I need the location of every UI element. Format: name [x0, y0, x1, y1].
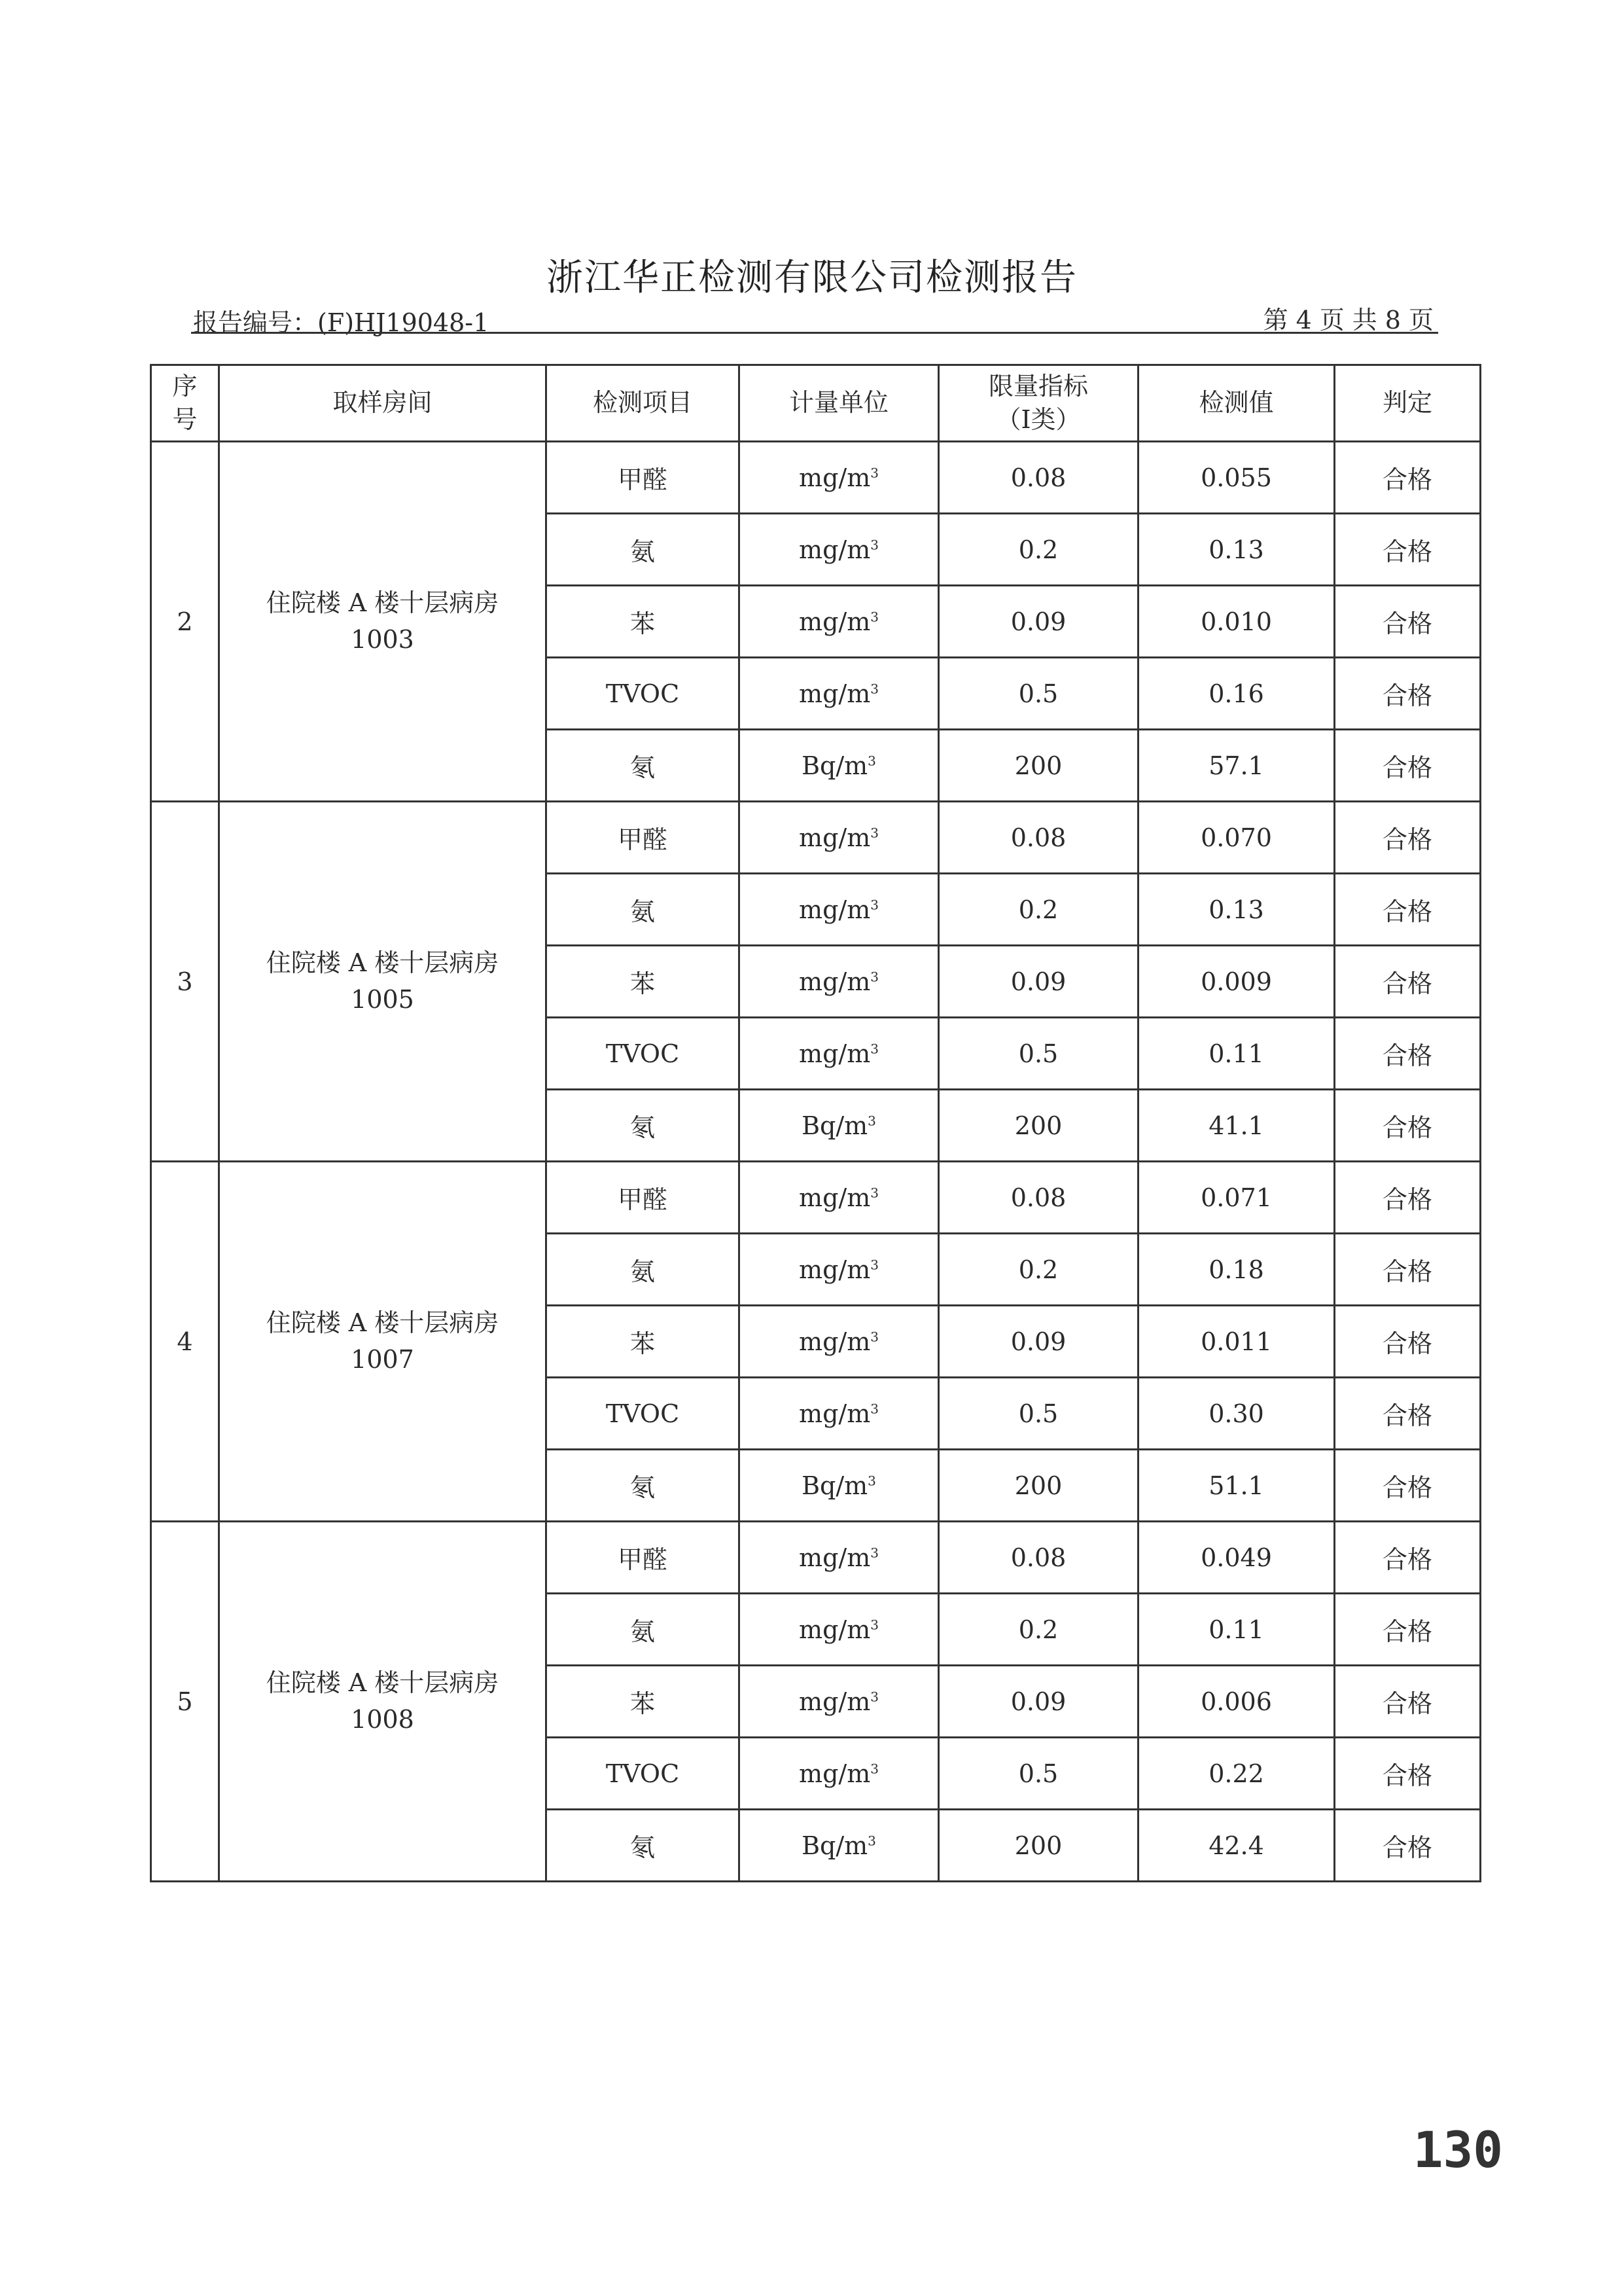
value-cell: 0.18	[1139, 1234, 1335, 1306]
result-cell: 合格	[1335, 1018, 1481, 1090]
value-cell: 0.006	[1139, 1666, 1335, 1738]
value-cell: 42.4	[1139, 1810, 1335, 1882]
item-cell: TVOC	[546, 1738, 739, 1810]
item-cell: 甲醛	[546, 442, 739, 514]
value-cell: 0.16	[1139, 658, 1335, 730]
page-current: 4	[1296, 306, 1312, 334]
col-header-value: 检测值	[1139, 365, 1335, 442]
result-cell: 合格	[1335, 1810, 1481, 1882]
seq-cell: 4	[151, 1162, 219, 1522]
unit-cell: $mg/m^3$	[739, 658, 939, 730]
result-cell: 合格	[1335, 658, 1481, 730]
item-cell: 苯	[546, 1666, 739, 1738]
limit-cell: 0.08	[939, 1522, 1139, 1594]
result-cell: 合格	[1335, 874, 1481, 946]
result-cell: 合格	[1335, 1738, 1481, 1810]
item-cell: 甲醛	[546, 1162, 739, 1234]
result-cell: 合格	[1335, 1090, 1481, 1162]
room-cell	[219, 1162, 546, 1522]
seq-cell: 5	[151, 1522, 219, 1882]
value-cell: 0.22	[1139, 1738, 1335, 1810]
col-header-result: 判定	[1335, 365, 1481, 442]
item-cell: TVOC	[546, 1378, 739, 1450]
value-cell: 0.30	[1139, 1378, 1335, 1450]
room-cell	[219, 442, 546, 802]
unit-cell: $mg/m^3$	[739, 1018, 939, 1090]
limit-cell: 200	[939, 1090, 1139, 1162]
page-label-pre: 第	[1263, 306, 1288, 334]
report-title: 浙江华正检测有限公司检测报告	[546, 257, 1078, 299]
value-cell: 0.13	[1139, 514, 1335, 586]
seq-cell: 2	[151, 442, 219, 802]
item-cell: 氨	[546, 874, 739, 946]
unit-cell: $mg/m^3$	[739, 1162, 939, 1234]
unit-cell: $mg/m^3$	[739, 1378, 939, 1450]
item-cell: 甲醛	[546, 802, 739, 874]
unit-cell: $mg/m^3$	[739, 1594, 939, 1666]
value-cell: 0.070	[1139, 802, 1335, 874]
item-cell: 氨	[546, 1594, 739, 1666]
item-cell: 甲醛	[546, 1522, 739, 1594]
col-header-limit: 限量指标 （Ⅰ类）	[939, 365, 1139, 442]
unit-cell: $mg/m^3$	[739, 874, 939, 946]
value-cell: 0.049	[1139, 1522, 1335, 1594]
limit-cell: 200	[939, 730, 1139, 802]
limit-cell: 0.2	[939, 514, 1139, 586]
room-number: 1005	[351, 984, 414, 1014]
result-cell: 合格	[1335, 514, 1481, 586]
room-number: 1003	[351, 624, 414, 654]
unit-cell: $mg/m^3$	[739, 802, 939, 874]
table-row	[151, 1522, 1481, 1594]
result-cell: 合格	[1335, 586, 1481, 658]
value-cell: 51.1	[1139, 1450, 1335, 1522]
unit-cell: $Bq/m^3$	[739, 1450, 939, 1522]
limit-cell: 200	[939, 1450, 1139, 1522]
page-indicator	[1260, 300, 1438, 336]
result-cell: 合格	[1335, 442, 1481, 514]
limit-cell: 0.08	[939, 1162, 1139, 1234]
table-row	[151, 802, 1481, 874]
seq-cell: 3	[151, 802, 219, 1162]
unit-cell: $Bq/m^3$	[739, 1090, 939, 1162]
limit-cell: 0.2	[939, 1234, 1139, 1306]
limit-cell: 0.5	[939, 1738, 1139, 1810]
result-cell: 合格	[1335, 802, 1481, 874]
table-header-row	[151, 365, 1481, 442]
value-cell: 0.13	[1139, 874, 1335, 946]
unit-cell: $mg/m^3$	[739, 1306, 939, 1378]
limit-cell: 0.09	[939, 586, 1139, 658]
item-cell: TVOC	[546, 658, 739, 730]
result-cell: 合格	[1335, 1234, 1481, 1306]
room-name: 住院楼 A 楼十层病房	[266, 1668, 499, 1698]
room-name: 住院楼 A 楼十层病房	[266, 1308, 499, 1338]
table-row	[151, 1162, 1481, 1234]
limit-cell: 0.08	[939, 442, 1139, 514]
handwritten-page-number: 130	[1413, 2121, 1503, 2179]
col-header-room: 取样房间	[219, 365, 546, 442]
room-cell	[219, 802, 546, 1162]
unit-cell: $Bq/m^3$	[739, 730, 939, 802]
item-cell: 苯	[546, 946, 739, 1018]
item-cell: TVOC	[546, 1018, 739, 1090]
unit-cell: $mg/m^3$	[739, 1738, 939, 1810]
report-number: 报告编号：(F)HJ19048-1	[193, 308, 489, 337]
item-cell: 氡	[546, 730, 739, 802]
limit-cell: 0.09	[939, 1666, 1139, 1738]
limit-cell: 0.08	[939, 802, 1139, 874]
unit-cell: $mg/m^3$	[739, 586, 939, 658]
table-row	[151, 442, 1481, 514]
item-cell: 氡	[546, 1090, 739, 1162]
item-cell: 氨	[546, 1234, 739, 1306]
limit-cell: 0.5	[939, 1378, 1139, 1450]
result-cell: 合格	[1335, 1306, 1481, 1378]
limit-cell: 0.5	[939, 1018, 1139, 1090]
room-number: 1008	[351, 1704, 414, 1734]
result-cell: 合格	[1335, 1594, 1481, 1666]
item-cell: 氨	[546, 514, 739, 586]
value-cell: 0.071	[1139, 1162, 1335, 1234]
page-total: 8	[1385, 306, 1401, 334]
unit-cell: $mg/m^3$	[739, 1522, 939, 1594]
limit-cell: 0.2	[939, 874, 1139, 946]
result-cell: 合格	[1335, 730, 1481, 802]
unit-cell: $mg/m^3$	[739, 946, 939, 1018]
room-name: 住院楼 A 楼十层病房	[266, 588, 499, 618]
page-label-mid2: 共	[1352, 306, 1377, 334]
value-cell: 0.011	[1139, 1306, 1335, 1378]
result-cell: 合格	[1335, 946, 1481, 1018]
limit-cell: 0.09	[939, 1306, 1139, 1378]
results-table	[150, 364, 1481, 1882]
result-cell: 合格	[1335, 1522, 1481, 1594]
unit-cell: $mg/m^3$	[739, 1234, 939, 1306]
item-cell: 氡	[546, 1450, 739, 1522]
item-cell: 氡	[546, 1810, 739, 1882]
header-rule	[191, 332, 1438, 334]
result-cell: 合格	[1335, 1666, 1481, 1738]
unit-cell: $mg/m^3$	[739, 1666, 939, 1738]
value-cell: 0.055	[1139, 442, 1335, 514]
col-header-item: 检测项目	[546, 365, 739, 442]
col-header-seq: 序 号	[151, 365, 219, 442]
value-cell: 0.010	[1139, 586, 1335, 658]
value-cell: 0.11	[1139, 1018, 1335, 1090]
page-label-post: 页	[1408, 306, 1434, 334]
room-cell	[219, 1522, 546, 1882]
col-header-unit: 计量单位	[739, 365, 939, 442]
item-cell: 苯	[546, 1306, 739, 1378]
limit-cell: 0.09	[939, 946, 1139, 1018]
value-cell: 41.1	[1139, 1090, 1335, 1162]
result-cell: 合格	[1335, 1378, 1481, 1450]
unit-cell: $mg/m^3$	[739, 514, 939, 586]
room-name: 住院楼 A 楼十层病房	[266, 948, 499, 978]
value-cell: 0.009	[1139, 946, 1335, 1018]
value-cell: 0.11	[1139, 1594, 1335, 1666]
item-cell: 苯	[546, 586, 739, 658]
limit-cell: 0.5	[939, 658, 1139, 730]
unit-cell: $mg/m^3$	[739, 442, 939, 514]
room-number: 1007	[351, 1344, 414, 1374]
result-cell: 合格	[1335, 1162, 1481, 1234]
page-label-mid1: 页	[1319, 306, 1345, 334]
value-cell: 57.1	[1139, 730, 1335, 802]
unit-cell: $Bq/m^3$	[739, 1810, 939, 1882]
limit-cell: 0.2	[939, 1594, 1139, 1666]
result-cell: 合格	[1335, 1450, 1481, 1522]
limit-cell: 200	[939, 1810, 1139, 1882]
